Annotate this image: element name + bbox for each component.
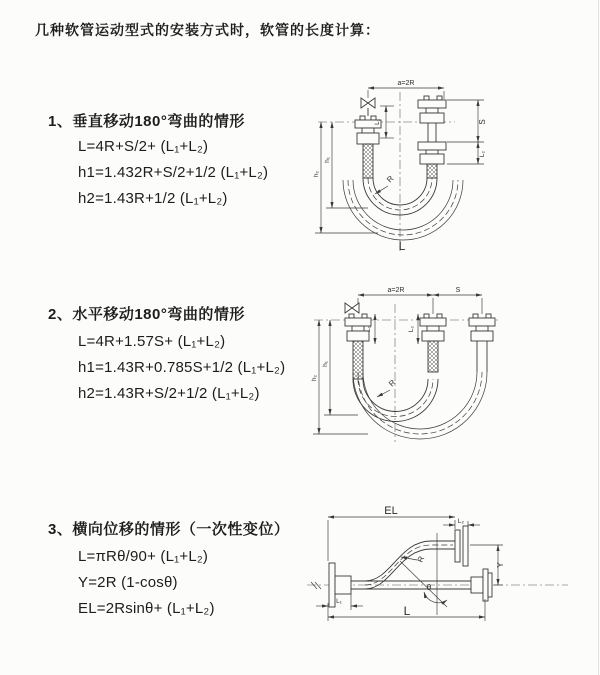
dim-label-a2r: a=2R	[397, 80, 415, 87]
section-1-formulas	[78, 134, 268, 212]
section-1-heading: 1、垂直移动180°弯曲的情形	[48, 113, 245, 130]
dim-label-s: S	[478, 119, 487, 125]
diagram-horizontal-180-bend	[308, 284, 595, 446]
dim-label-l2: L₂	[457, 518, 465, 525]
doc-title: 几种软管运动型式的安装方式时，软管的长度计算：	[35, 22, 380, 38]
section-2-heading: 2、水平移动180°弯曲的情形	[48, 306, 245, 323]
formula: L=4R+1.57S+ (L₁+L₂)	[78, 333, 226, 350]
angle-label: θ	[426, 583, 432, 592]
formula: Y=2R (1-cosθ)	[78, 574, 178, 591]
braided-hose-middle	[428, 341, 438, 372]
dimension-l1	[316, 593, 363, 610]
break-mark	[311, 582, 321, 589]
flange-fitting-right-lower	[418, 142, 446, 164]
dim-label-a2r: a=2R	[387, 287, 405, 294]
flange-fitting-right	[471, 569, 492, 601]
dim-label-h1: h₁	[322, 361, 329, 367]
dim-label-s: S	[455, 287, 461, 294]
diagram-vertical-180-bend	[310, 76, 595, 256]
flange-fitting-top	[455, 526, 468, 566]
dim-label-l1: L₁	[374, 119, 381, 125]
s-curve-hose-displaced	[351, 541, 455, 589]
dim-label-l2: L₂	[479, 150, 486, 158]
formula: h2=1.43R+1/2 (L₁+L₂)	[78, 190, 228, 207]
formula: L=πRθ/90+ (L₁+L₂)	[78, 548, 209, 565]
radius-callout	[377, 378, 398, 397]
dimension-el	[328, 505, 455, 561]
formula: EL=2Rsinθ+ (L₁+L₂)	[78, 600, 215, 617]
valve-icon	[361, 90, 375, 116]
length-label: L	[398, 239, 406, 253]
section-3-heading: 3、横向位移的情形（一次性变位）	[48, 521, 290, 538]
flange-fitting-right-upper	[418, 96, 446, 142]
braided-hose-left	[363, 144, 373, 178]
formula: h1=1.43R+0.785S+1/2 (L₁+L₂)	[78, 359, 286, 376]
dim-label-h2: h₂	[311, 374, 318, 382]
u-bend-arcs	[343, 178, 463, 240]
dim-label-h2: h₂	[313, 170, 320, 178]
radius-label: R	[385, 173, 396, 185]
dim-label-l1: L₁	[365, 326, 372, 332]
flange-fitting-middle	[420, 314, 446, 341]
dimension-s	[447, 100, 487, 142]
dimension-a2r	[358, 287, 433, 295]
radius-callout	[375, 174, 396, 194]
dim-label-y: Y	[496, 562, 505, 568]
dimension-l2	[408, 314, 418, 344]
dim-label-l1: L₁	[336, 598, 342, 605]
diagram-lateral-displacement	[303, 503, 598, 651]
formula: h2=1.43R+S/2+1/2 (L₁+L₂)	[78, 385, 260, 402]
section-3-formulas	[78, 544, 215, 622]
dim-label-l2: L₂	[408, 325, 415, 333]
braided-hose-right	[427, 164, 437, 178]
section-2-formulas	[78, 329, 285, 407]
formula: h1=1.432R+S/2+1/2 (L₁+L₂)	[78, 164, 269, 181]
dim-label-el: EL	[384, 505, 398, 517]
dimension-l2	[443, 518, 480, 527]
dimension-s	[433, 287, 482, 314]
flange-fitting-right	[469, 314, 495, 372]
formula: L=4R+S/2+ (L₁+L₂)	[78, 138, 209, 155]
radius-label: R	[387, 377, 398, 389]
dim-label-h1: h₁	[324, 157, 331, 163]
valve-icon	[345, 298, 359, 313]
dimension-l	[328, 599, 485, 621]
dimension-l2	[447, 142, 486, 164]
angle-theta	[400, 533, 447, 615]
dimension-a2r	[368, 80, 444, 99]
u-bend-arcs	[353, 372, 487, 439]
radius-label: R	[415, 554, 427, 564]
dim-label-l: L	[403, 604, 411, 618]
